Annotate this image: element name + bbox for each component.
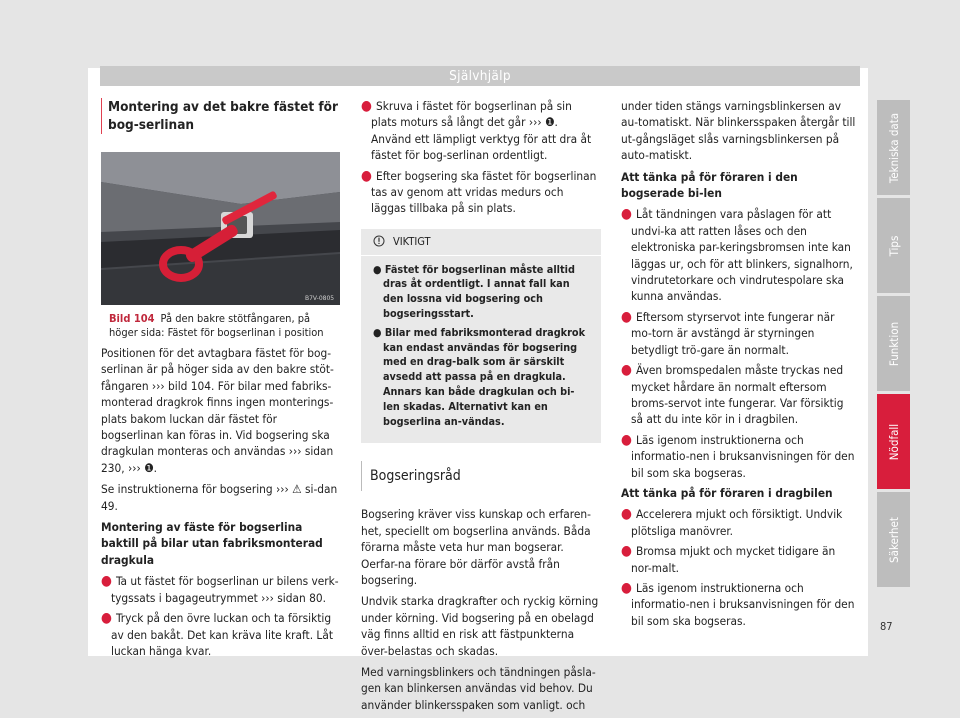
- bullet-text: Även bromspedalen måste tryckas ned mycket hårdare än normalt eftersom broms-servot inte fungerar. Var försiktig så att du inte kör in i dragbilen.: [631, 363, 844, 427]
- bullet-text: Eftersom styrservot inte fungerar när mo-torn är avstängd är styrningen betydligt trö-gare än normalt.: [631, 309, 835, 357]
- bullet-text: Bromsa mjukt och mycket tidigare än nor-malt.: [631, 544, 836, 575]
- tab-tips[interactable]: [877, 198, 910, 293]
- section-heading: Bogseringsråd: [370, 468, 461, 485]
- paragraph: Med varningsblinkers och tändningen påsla-gen kan blinkersen användas vid behov. Du använder blinkersspaken som vanligt. och: [361, 665, 596, 712]
- bullet-item: [621, 432, 857, 481]
- bullet-text: Ta ut fästet för bogserlinan ur bilens verk-tygssats i bagageutrymmet ››› sidan 80.: [111, 574, 339, 605]
- tab-label: Funktion: [886, 321, 901, 366]
- bullet-text: Tryck på den övre luckan och ta försiktig av den bakåt. Det kan kräva lite kraft. Låt luckan hänga kvar.: [111, 611, 334, 658]
- subheading: Att tänka på för föraren i den bogserade bi-len: [621, 169, 798, 201]
- tab-nodfall[interactable]: [877, 394, 910, 489]
- caption-label: Bild 104: [109, 312, 155, 325]
- bullet-text: Läs igenom instruktionerna och informatio-nen i bruksanvisningen för den bil som ska bogseras.: [631, 580, 855, 628]
- bullet-item: [621, 580, 857, 629]
- paragraph: Bogsering kräver viss kunskap och erfaren-het, speciellt om bogserlina används. Båda förarna måste veta hur man bogserar. Oerfar-na förare bör därför avstå från bogsering.: [361, 507, 591, 588]
- figure-caption: [101, 312, 339, 340]
- bullet-item: [621, 206, 857, 304]
- info-circle-icon: [373, 235, 385, 247]
- tab-tekniska-data[interactable]: [877, 100, 910, 195]
- warning-item: [373, 326, 589, 430]
- bullet-dot-icon: ●: [361, 167, 376, 184]
- warning-header: [361, 229, 601, 256]
- bullet-item: [361, 98, 601, 164]
- subheading: Montering av fäste för bogserlina baktill på bilar utan fabriksmonterad dragkula: [101, 520, 323, 567]
- tab-sakerhet[interactable]: [877, 492, 910, 587]
- bullet-text: Låt tändningen vara påslagen för att undvi-ka att ratten låses och den elektroniska par-keringsbromsen inte kan läggas ur, och för att blinkers, signalhorn, vindrutetorkare och vindrutespolare ska kunna användas.: [631, 207, 853, 304]
- bullet-item: [621, 506, 857, 539]
- figure-code: B7V-0805: [305, 295, 335, 302]
- bullet-dot-icon: ●: [621, 579, 636, 596]
- bullet-dot-icon: ●: [373, 262, 385, 276]
- bullet-item: [621, 362, 857, 428]
- paragraph: Positionen för det avtagbara fästet för bog-serlinan är på höger sida av den bakre stöt-fångaren ››› bild 104. För bilar med fabriks-monterad dragkrok finns ingen monterings-plats bakom luckan där fästet för bogserlinan kan föras in. Vid bogsering ska dragkulan monteras och användas ››› sidan 230, ››› ❶.: [101, 346, 334, 475]
- page-header: Självhjälp: [100, 66, 860, 86]
- caption-text: På den bakre stötfångaren, på höger sida: Fästet för bogserlinan i position: [109, 312, 324, 339]
- bullet-dot-icon: ●: [621, 206, 636, 223]
- tab-label: Säkerhet: [886, 516, 901, 563]
- warning-text: Fästet för bogserlinan måste alltid dras åt ordentligt. I annat fall kan den lossna vid bogsering och bogseringsstart.: [383, 262, 575, 321]
- bullet-item: [361, 168, 601, 217]
- bullet-text: Skruva i fästet för bogserlinan på sin plats moturs så långt det går ››› ❶. Använd ett lämpligt verktyg för att dra åt fästet för bog-serlinan ordentligt.: [371, 99, 592, 163]
- bullet-dot-icon: ●: [101, 573, 116, 590]
- bullet-dot-icon: ●: [101, 610, 116, 627]
- bullet-dot-icon: ●: [361, 98, 376, 114]
- warning-box: [361, 229, 601, 444]
- paragraph: Se instruktionerna för bogsering ››› ⚠ si-dan 49.: [101, 482, 338, 513]
- chapter-tabs: [877, 100, 910, 590]
- bullet-text: Läs igenom instruktionerna och informatio-nen i bruksanvisningen för den bil som ska bogseras.: [631, 432, 855, 480]
- paragraph: under tiden stängs varningsblinkersen av au-tomatiskt. När blinkersspaken återgår till ut-gångsläget slås varningsblinkersen på auto-matiskt.: [621, 99, 856, 163]
- bullet-text: Efter bogsering ska fästet för bogserlinan tas av genom att vridas medurs och läggas tillbaka på sin plats.: [371, 168, 597, 216]
- paragraph: Undvik starka dragkrafter och ryckig körning under körning. Vid bogsering på en obelagd väg finns alltid en risk att fästpunkterna över-belastas och skadas.: [361, 594, 599, 658]
- bullet-dot-icon: ●: [373, 325, 385, 339]
- bullet-dot-icon: ●: [621, 308, 636, 325]
- warning-item: [373, 263, 589, 322]
- bullet-dot-icon: ●: [621, 431, 636, 448]
- bullet-item: [621, 309, 857, 358]
- column-1: [101, 98, 339, 663]
- heading-divider: [361, 461, 362, 491]
- tab-funktion[interactable]: [877, 296, 910, 391]
- tab-label: Tips: [886, 235, 901, 256]
- bullet-item: [101, 573, 339, 606]
- bullet-item: [621, 543, 857, 576]
- tab-label: Tekniska data: [886, 112, 901, 183]
- warning-text: Bilar med fabriksmonterad dragkrok kan endast användas för bogsering med en drag-balk som är särskilt avsedd att passa på en dragkula. Annars kan både dragkulan och bi-len skadas. Alternativt kan en bogserlina an-vändas.: [383, 325, 586, 428]
- section-heading-box: [361, 461, 601, 491]
- tab-label: Nödfall: [886, 423, 901, 460]
- page-number: 87: [880, 620, 893, 633]
- figure-towing-eye: [101, 152, 340, 305]
- column-3: [621, 98, 857, 633]
- towing-eye-illustration: [101, 152, 340, 305]
- bullet-dot-icon: ●: [621, 506, 636, 523]
- column-2: [361, 98, 601, 718]
- subheading: Att tänka på för föraren i dragbilen: [621, 485, 833, 500]
- bullet-text: Accelerera mjukt och försiktigt. Undvik plötsliga manövrer.: [631, 507, 843, 538]
- bullet-dot-icon: ●: [621, 543, 636, 560]
- section-heading: Montering av det bakre fästet för bog-serlinan: [101, 98, 339, 134]
- bullet-item: [101, 610, 339, 659]
- bullet-dot-icon: ●: [621, 362, 636, 379]
- warning-title: VIKTIGT: [393, 234, 431, 248]
